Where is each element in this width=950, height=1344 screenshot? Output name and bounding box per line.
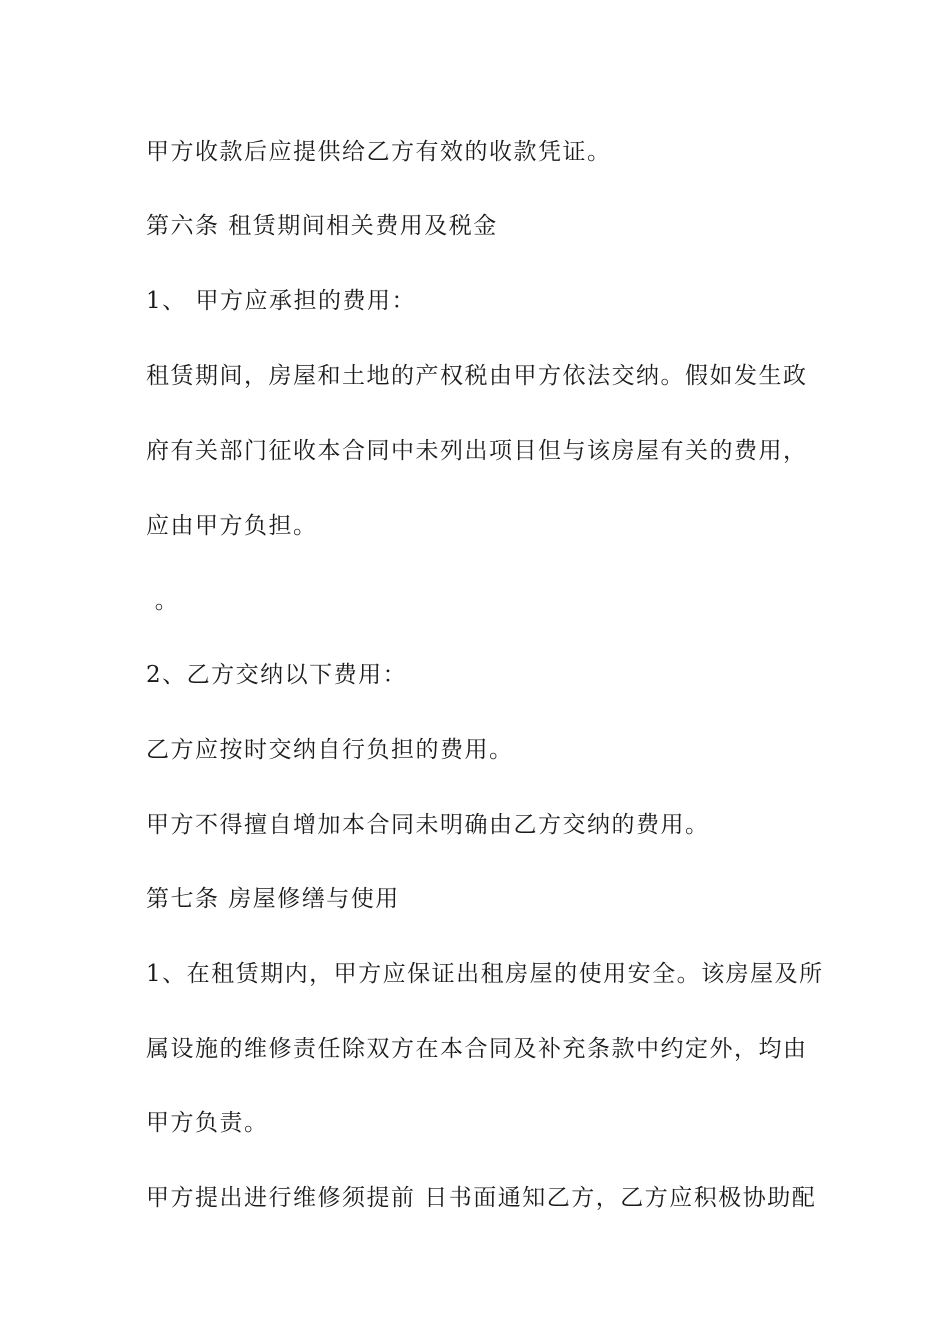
clause-party-b-fees: 2、乙方交纳以下费用： (146, 662, 408, 688)
paragraph-repair-line-3: 甲方负责。 (146, 1110, 269, 1136)
paragraph-tax-line-2: 府有关部门征收本合同中未列出项目但与该房屋有关的费用， (146, 438, 808, 464)
paragraph-repair-line-1: 1、在租赁期内，甲方应保证出租房屋的使用安全。该房屋及所 (146, 961, 824, 987)
paragraph-repair-notice: 甲方提出进行维修须提前 日书面通知乙方，乙方应积极协助配 (146, 1185, 817, 1211)
paragraph-tax-line-1: 租赁期间，房屋和土地的产权税由甲方依法交纳。假如发生政 (146, 363, 808, 389)
paragraph-no-extra-fees: 甲方不得擅自增加本合同未明确由乙方交纳的费用。 (146, 812, 710, 838)
clause-party-a-fees: 1、 甲方应承担的费用： (146, 288, 416, 314)
paragraph-period: 。 (146, 588, 180, 614)
heading-article-six: 第六条 租赁期间相关费用及税金 (146, 213, 498, 239)
heading-article-seven: 第七条 房屋修缮与使用 (146, 886, 400, 912)
paragraph-repair-line-2: 属设施的维修责任除双方在本合同及补充条款中约定外，均由 (146, 1036, 808, 1062)
paragraph-tax-line-3: 应由甲方负担。 (146, 513, 318, 539)
paragraph-receipt: 甲方收款后应提供给乙方有效的收款凭证。 (146, 139, 612, 165)
paragraph-party-b-pay: 乙方应按时交纳自行负担的费用。 (146, 737, 514, 763)
